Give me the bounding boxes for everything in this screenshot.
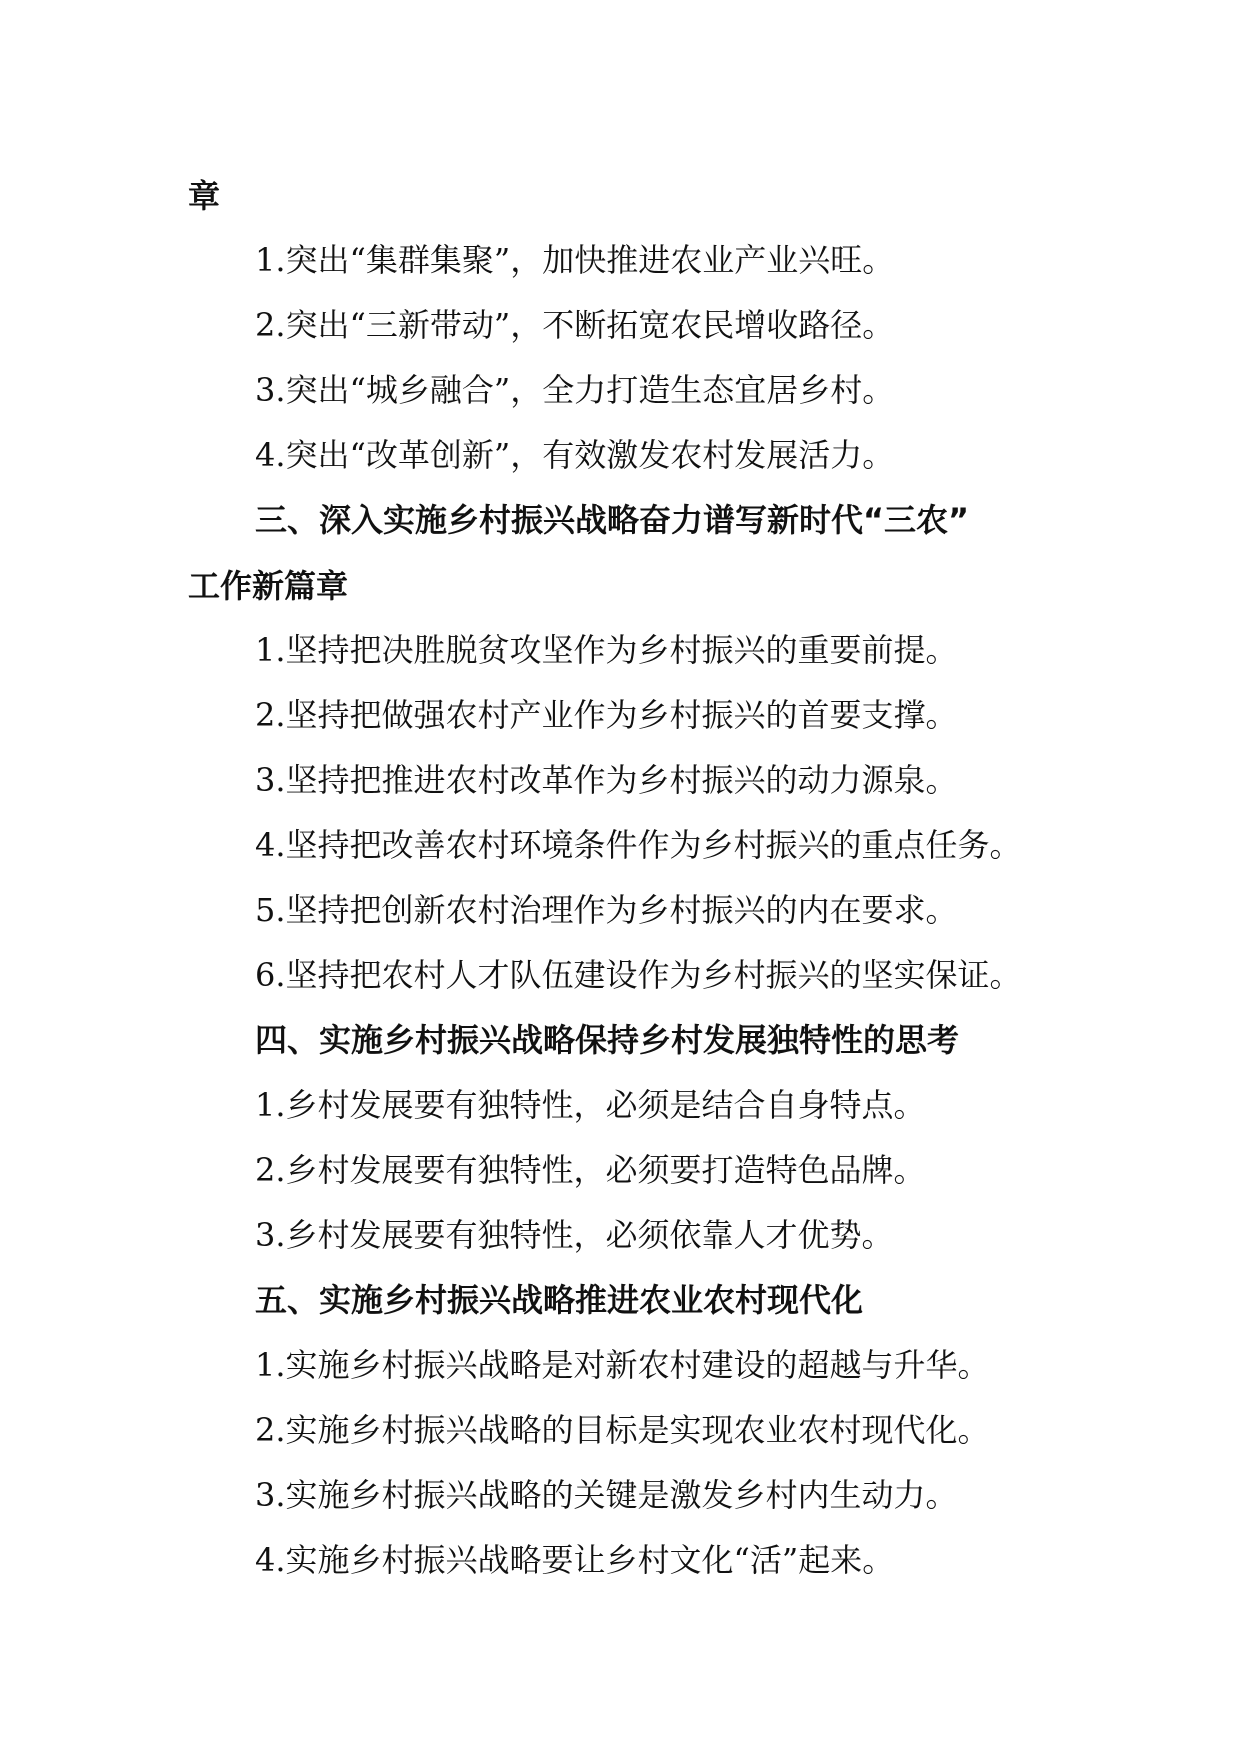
section-heading-3-continuation: 工作新篇章 (188, 567, 349, 605)
list-item: 4.突出“改革创新”，有效激发农村发展活力。 (255, 436, 895, 474)
section-heading-5: 五、实施乡村振兴战略推进农业农村现代化 (255, 1281, 864, 1319)
list-item: 1.实施乡村振兴战略是对新农村建设的超越与升华。 (255, 1346, 990, 1384)
list-item: 3.实施乡村振兴战略的关键是激发乡村内生动力。 (255, 1476, 958, 1514)
heading-continuation: 章 (188, 177, 221, 215)
list-item: 4.坚持把改善农村环境条件作为乡村振兴的重点任务。 (255, 826, 1022, 864)
list-item: 2.突出“三新带动”，不断拓宽农民增收路径。 (255, 306, 895, 344)
list-item: 6.坚持把农村人才队伍建设作为乡村振兴的坚实保证。 (255, 956, 1022, 994)
list-item: 1.乡村发展要有独特性，必须是结合自身特点。 (255, 1086, 926, 1124)
list-item: 2.乡村发展要有独特性，必须要打造特色品牌。 (255, 1151, 926, 1189)
section-heading-3: 三、深入实施乡村振兴战略奋力谱写新时代“三农” (255, 501, 970, 539)
list-item: 2.坚持把做强农村产业作为乡村振兴的首要支撑。 (255, 696, 958, 734)
list-item: 1.坚持把决胜脱贫攻坚作为乡村振兴的重要前提。 (255, 631, 958, 669)
section-heading-4: 四、实施乡村振兴战略保持乡村发展独特性的思考 (255, 1021, 960, 1059)
list-item: 2.实施乡村振兴战略的目标是实现农业农村现代化。 (255, 1411, 990, 1449)
list-item: 3.突出“城乡融合”，全力打造生态宜居乡村。 (255, 371, 895, 409)
list-item: 5.坚持把创新农村治理作为乡村振兴的内在要求。 (255, 891, 958, 929)
list-item: 4.实施乡村振兴战略要让乡村文化“活”起来。 (255, 1541, 895, 1579)
list-item: 1.突出“集群集聚”，加快推进农业产业兴旺。 (255, 241, 895, 279)
list-item: 3.乡村发展要有独特性，必须依靠人才优势。 (255, 1216, 894, 1254)
list-item: 3.坚持把推进农村改革作为乡村振兴的动力源泉。 (255, 761, 958, 799)
